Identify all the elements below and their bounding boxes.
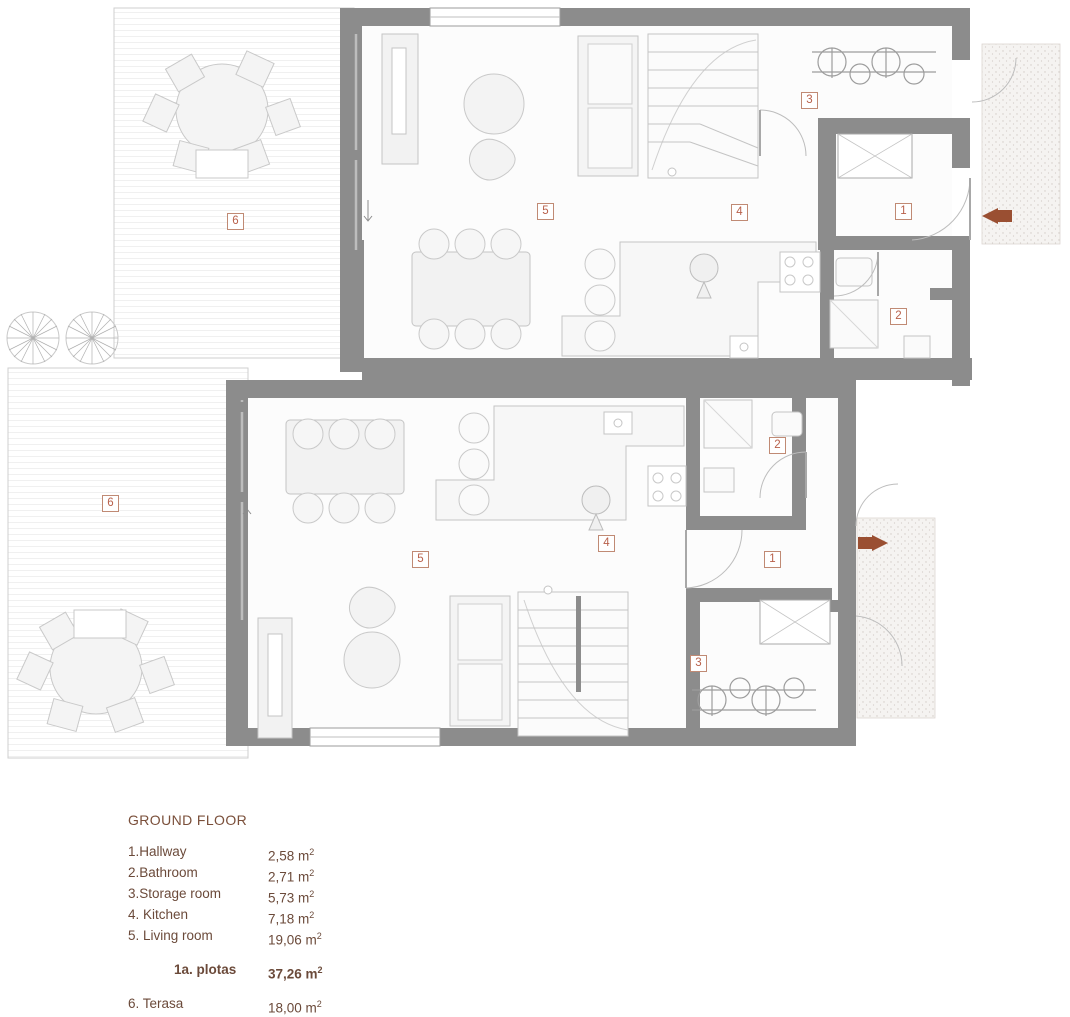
legend-row	[128, 907, 358, 928]
legend-row	[128, 928, 358, 949]
legend-row	[128, 865, 358, 886]
legend-spacer	[128, 983, 358, 996]
legend-room-name: 4. Kitchen	[128, 906, 189, 922]
legend-room-name: 6. Terasa	[128, 996, 184, 1012]
legend-title: GROUND FLOOR	[128, 812, 248, 828]
legend-row	[128, 886, 358, 907]
legend-room-area: 2,71 $m^2$	[268, 867, 315, 885]
shrub-left	[7, 312, 59, 364]
legend-room-area: 2,58 $m^2$	[268, 846, 315, 864]
legend-row	[128, 844, 358, 865]
room-number: 6	[102, 495, 119, 512]
legend-row	[128, 996, 358, 1017]
room-number: 2	[769, 437, 786, 454]
legend-room-name: 3.Storage room	[128, 885, 222, 901]
legend-room-area: 5,73 $m^2$	[268, 888, 315, 906]
room-number: 1	[764, 551, 781, 568]
room-number: 4	[598, 535, 615, 552]
terrace-upper	[114, 8, 354, 358]
room-number: 1	[895, 203, 912, 220]
legend-room-area: 19,06 $m^2$	[268, 930, 322, 948]
shrub-right	[66, 312, 118, 364]
legend-room-name: 1.Hallway	[128, 843, 187, 859]
legend-table	[128, 844, 358, 1017]
room-number: 6	[227, 213, 244, 230]
legend-room-area: 18,00 $m^2$	[268, 999, 322, 1016]
legend-total-label: 1a. plotas	[174, 962, 237, 978]
legend	[128, 812, 548, 1017]
room-number: 4	[731, 204, 748, 221]
legend-total-area: 37,26 $m^2$	[268, 965, 323, 982]
legend-total-row	[128, 962, 358, 983]
legend-room-name: 5. Living room	[128, 927, 213, 943]
legend-room-area: 7,18 $m^2$	[268, 909, 315, 927]
room-number: 5	[412, 551, 429, 568]
room-number: 3	[690, 655, 707, 672]
room-number: 2	[890, 308, 907, 325]
legend-room-name: 2.Bathroom	[128, 864, 198, 880]
room-number: 3	[801, 92, 818, 109]
room-number: 5	[537, 203, 554, 220]
legend-spacer	[128, 949, 358, 962]
